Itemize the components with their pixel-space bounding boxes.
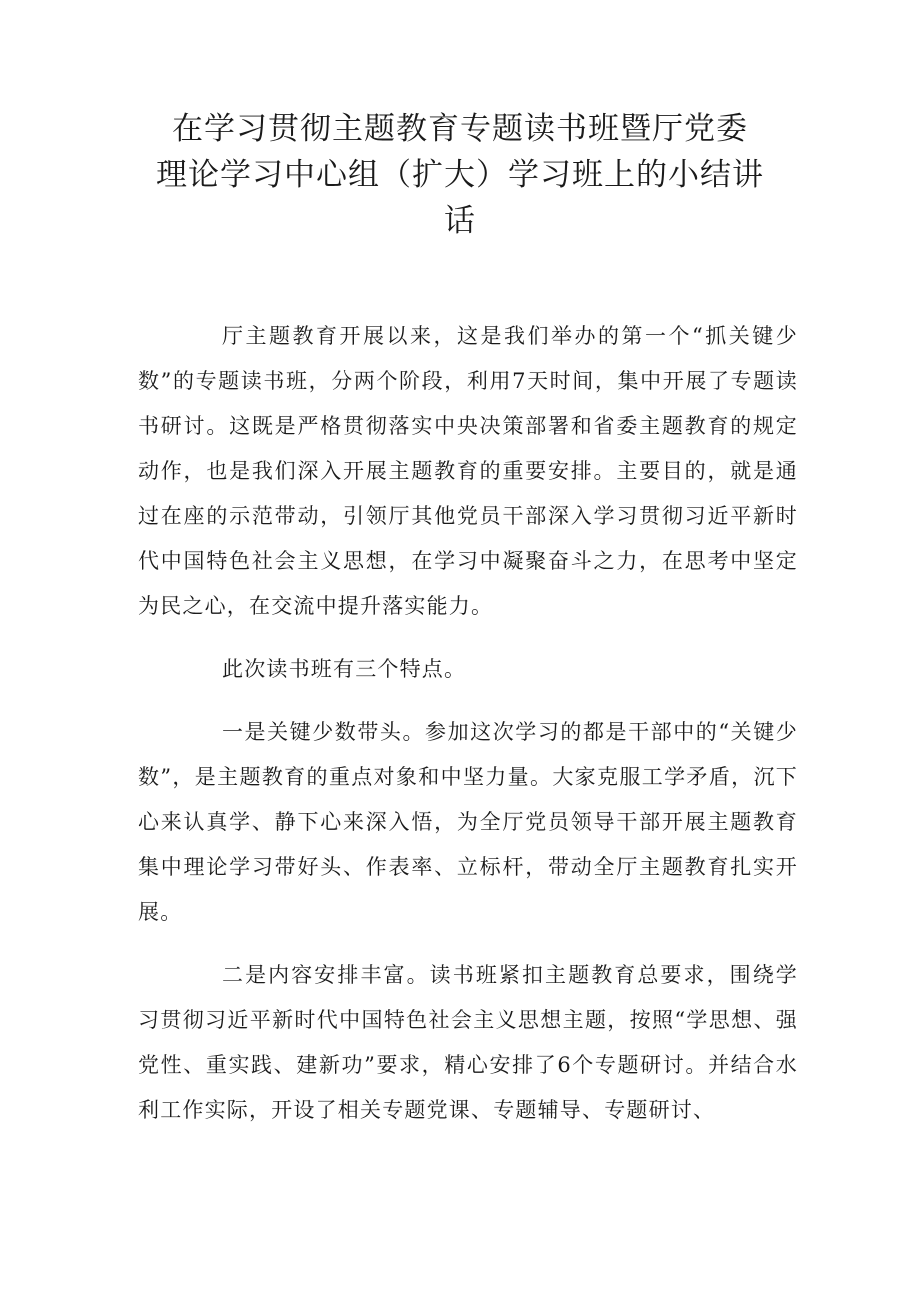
paragraph-features: 此次读书班有三个特点。 [222, 657, 467, 681]
document-body [138, 314, 798, 1151]
title-line-3: 话 [444, 203, 476, 239]
document-title [120, 106, 800, 244]
paragraph-intro: 厅主题教育开展以来，这是我们举办的第一个“抓关键少数”的专题读书班，分两个阶段，利用7天时间，集中开展了专题读书研讨。这既是严格贯彻落实中央决策部署和省委主题教育的规定动作，也是我们深入开展主题教育的重要安排。主要目的，就是通过在座的示范带动，引领厅其他党员干部深入学习贯彻习近平新时代中国特色社会主义思想，在学习中凝聚奋斗之力，在思考中坚定为民之心，在交流中提升落实能力。 [138, 324, 798, 618]
title-line-1: 在学习贯彻主题教育专题读书班暨厅党委 [172, 111, 748, 147]
title-line-2: 理论学习中心组（扩大）学习班上的小结讲 [156, 157, 764, 193]
paragraph-point-two: 二是内容安排丰富。读书班紧扣主题教育总要求，围绕学习贯彻习近平新时代中国特色社会主义思想主题，按照“学思想、强党性、重实践、建新功”要求，精心安排了6个专题研讨。并结合水利工作实际，开设了相关专题党课、专题辅导、专题研讨、 [138, 963, 798, 1122]
paragraph-point-one: 一是关键少数带头。参加这次学习的都是干部中的“关键少数”，是主题教育的重点对象和中坚力量。大家克服工学矛盾，沉下心来认真学、静下心来深入悟，为全厅党员领导干部开展主题教育集中理论学习带好头、作表率、立标杆，带动全厅主题教育扎实开展。 [138, 720, 798, 924]
